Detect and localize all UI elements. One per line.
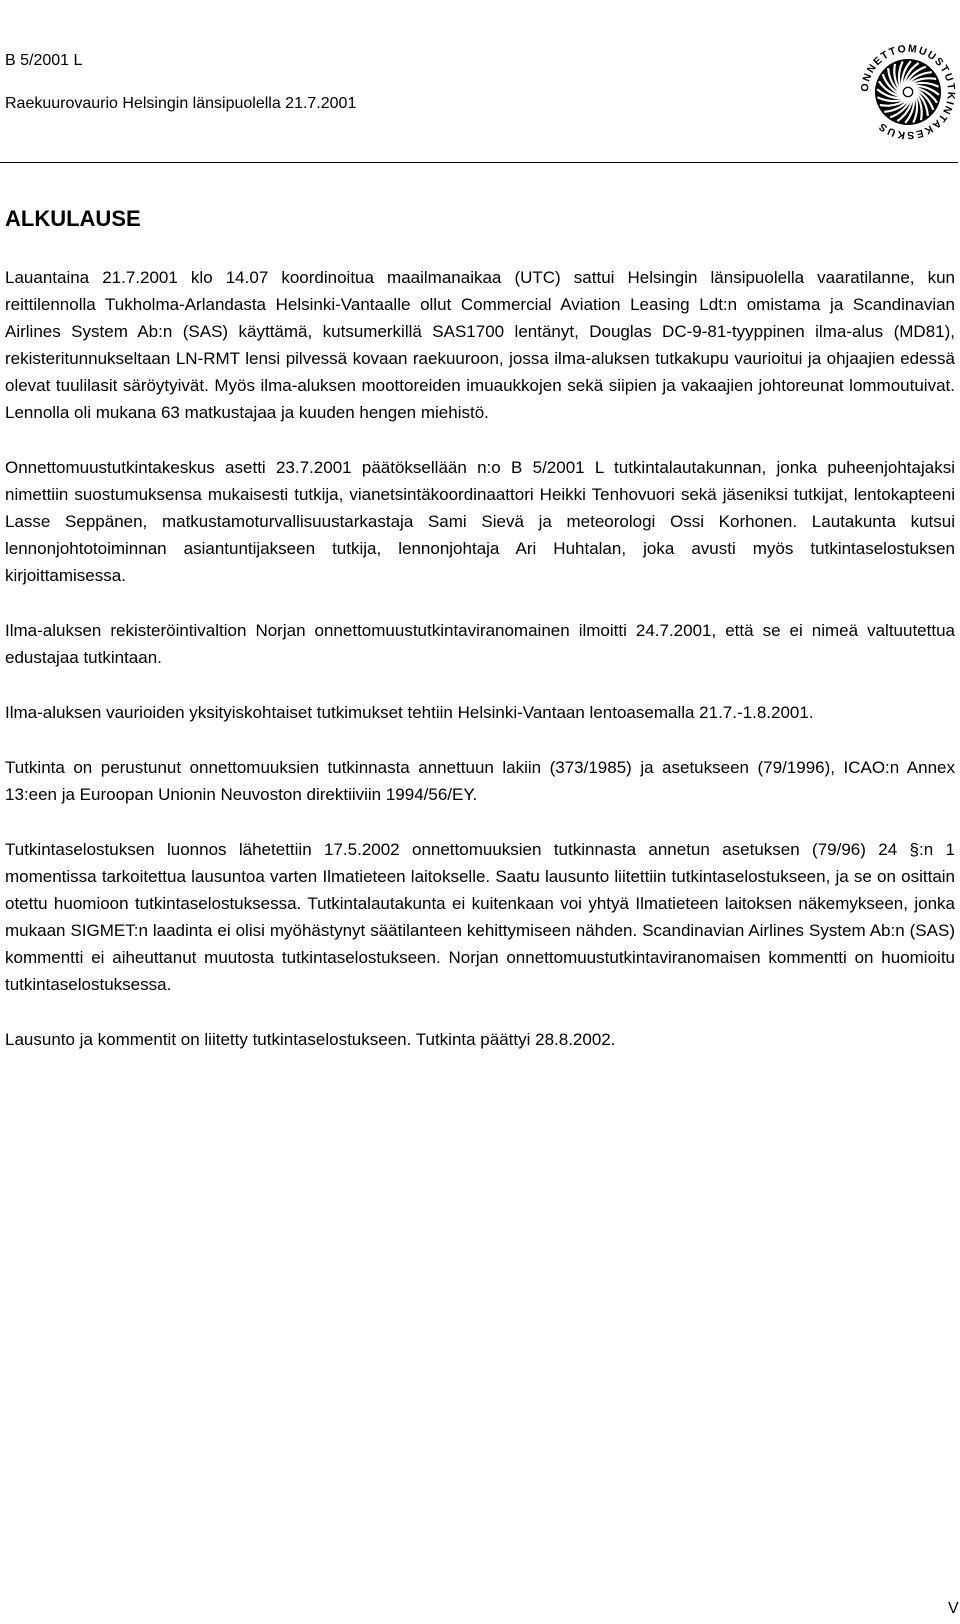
onnettomuustutkintakeskus-logo	[856, 40, 960, 144]
section-title: ALKULAUSE	[5, 206, 141, 231]
paragraph: Tutkinta on perustunut onnettomuuksien tutkinnasta annettuun lakiin (373/1985) ja asetukseen (79/1996), ICAO:n Annex 13:een ja Euroopan Unionin Neuvoston direktiiviin 1994/56/EY.	[5, 758, 955, 804]
page-number: V	[948, 1600, 959, 1617]
paragraph: Ilma-aluksen rekisteröintivaltion Norjan onnettomuustutkintaviranomainen ilmoitti 24.7.2001, että se ei nimeä valtuutettua edustajaa tutkintaan.	[5, 621, 955, 667]
document-id: B 5/2001 L	[5, 52, 83, 69]
document-subtitle: Raekuurovaurio Helsingin länsipuolella 21.7.2001	[5, 95, 357, 112]
paragraph: Tutkintaselostuksen luonnos lähetettiin 17.5.2002 onnettomuuksien tutkinnasta annetun asetuksen (79/96) 24 §:n 1 momentissa tarkoitettua lausuntoa varten Ilmatieteen laitokselle. Saatu lausunto liitettiin tutkintaselostukseen, ja se on osittain otettu huomioon tutkintaselostuksessa. Tutkintalautakunta ei kuitenkaan voi yhtyä Ilmatieteen laitoksen näkemykseen, jonka mukaan SIGMET:n laadinta ei olisi myöhästynyt säätilanteen kehittymiseen nähden. Scandinavian Airlines System Ab:n (SAS) kommentti ei aiheuttanut muutosta tutkintaselostukseen. Norjan onnettomuustutkintaviranomaisen kommentti on huomioitu tutkintaselostuksessa.	[5, 840, 955, 994]
paragraph: Lauantaina 21.7.2001 klo 14.07 koordinoitua maailmanaikaa (UTC) sattui Helsingin länsipuolella vaaratilanne, kun reittilennolla Tukholma-Arlandasta Helsinki-Vantaalle ollut Commercial Aviation Leasing Ldt:n omistama ja Scandinavian Airlines System Ab:n (SAS) käyttämä, kutsumerkillä SAS1700 lentänyt, Douglas DC-9-81-tyyppinen ilma-alus (MD81), rekisteritunnukseltaan LN-RMT lensi pilvessä kovaan raekuuroon, jossa ilma-aluksen tutkakupu vaurioitui ja ohjaajien edessä olevat tuulilasit säröytyivät. Myös ilma-aluksen moottoreiden imuaukkojen sekä siipien ja vakaajien johtoreunat lommoutuivat. Lennolla oli mukana 63 matkustajaa ja kuuden hengen miehistö.	[5, 268, 955, 422]
paragraph: Lausunto ja kommentit on liitetty tutkintaselostukseen. Tutkinta päättyi 28.8.2002.	[5, 1030, 616, 1049]
body-text	[5, 264, 955, 1081]
svg-text:ONNETTOMUUSTUTKINTAKESKUS: ONNETTOMUUSTUTKINTAKESKUS	[858, 42, 958, 142]
paragraph: Onnettomuustutkintakeskus asetti 23.7.2001 päätöksellään n:o B 5/2001 L tutkintalautakunnan, jonka puheenjohtajaksi nimettiin suostumuksensa mukaisesti tutkija, vianetsintäkoordinaattori Heikki Tenhovuori sekä jäseniksi tutkijat, lentokapteeni Lasse Seppänen, matkustamoturvallisuustarkastaja Sami Sievä ja meteorologi Ossi Korhonen. Lautakunta kutsui lennonjohtotoiminnan asiantuntijakseen tutkija, lennonjohtaja Ari Huhtalan, joka avusti myös tutkintaselostuksen kirjoittamisessa.	[5, 458, 955, 585]
paragraph: Ilma-aluksen vaurioiden yksityiskohtaiset tutkimukset tehtiin Helsinki-Vantaan lentoasemalla 21.7.-1.8.2001.	[5, 703, 814, 722]
header-divider	[0, 162, 958, 163]
